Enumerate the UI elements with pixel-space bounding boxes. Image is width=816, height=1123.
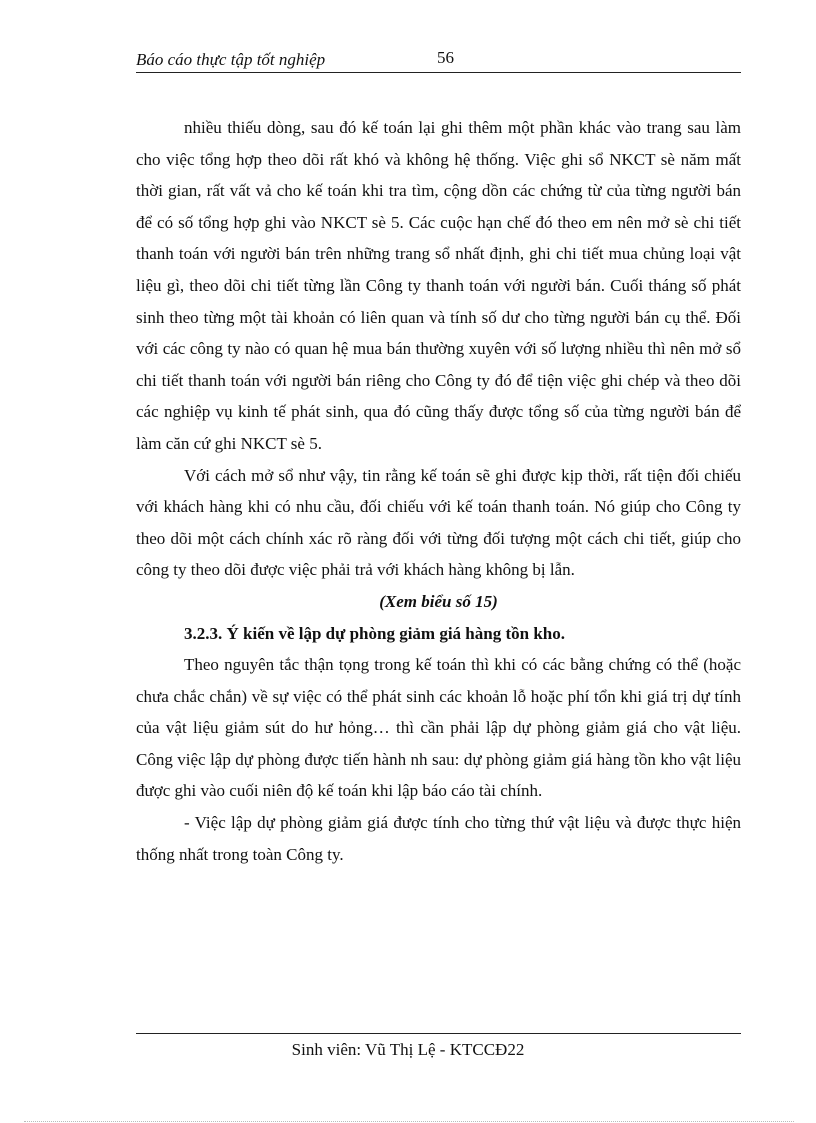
paragraph-1: nhiều thiếu dòng, sau đó kế toán lại ghi thêm một phần khác vào trang sau làm cho việc tổng hợp theo dõi rất khó và không hệ thống. Việc ghi sổ NKCT sè năm mất thời gian, rất vất vả cho kế toán khi tra tìm, cộng dồn các chứng từ của từng người bán để có số tổng hợp ghi vào NKCT sè 5. Các cuộc hạn chế đó theo em nên mở sè chi tiết thanh toán với người bán trên những trang sổ nhất định, ghi chi tiết mua chủng loại vật liệu gì, theo dõi chi tiết từng lần Công ty thanh toán với người bán. Cuối tháng số phát sinh theo từng một tài khoản có liên quan và tính số dư cho từng người bán cụ thể. Đối với các công ty nào có quan hệ mua bán thường xuyên với số lượng nhiều thì nên mở sổ chi tiết thanh toán với người bán riêng cho Công ty đó để tiện việc ghi chép và theo dõi các nghiệp vụ kinh tế phát sinh, qua đó cũng thấy được tổng số của từng người bán để làm căn cứ ghi NKCT sè 5. <box>136 118 741 453</box>
page-header <box>136 48 741 73</box>
report-title: Báo cáo thực tập tốt nghiệp <box>136 50 326 69</box>
footer-student: Sinh viên: Vũ Thị Lệ - KTCCĐ22 <box>291 1040 525 1059</box>
see-form-note: (Xem biểu số 15) <box>379 591 498 611</box>
section-heading: 3.2.3. Ý kiến về lập dự phòng giảm giá hàng tồn kho. <box>184 623 565 643</box>
paragraph-2: Với cách mở sổ như vậy, tin rằng kế toán sẽ ghi được kịp thời, rất tiện đối chiếu với khách hàng khi có nhu cầu, đối chiếu với kế toán thanh toán. Nó giúp cho Công ty theo dõi một cách chính xác rõ ràng đối với từng đối tượng một cách chi tiết, giúp cho công ty theo dõi được việc phải trả với khách hàng không bị lẫn. <box>136 465 741 580</box>
footer-divider <box>136 1033 741 1034</box>
page-number: 56 <box>437 48 454 67</box>
paragraph-4: - Việc lập dự phòng giảm giá được tính cho từng thứ vật liệu và được thực hiện thống nhất trong toàn Công ty. <box>136 813 741 864</box>
page-edge-divider <box>24 1121 794 1122</box>
paragraph-3: Theo nguyên tắc thận tọng trong kế toán thì khi có các bằng chứng có thể (hoặc chưa chắc chắn) về sự việc có thể phát sinh các khoản lỗ hoặc phí tổn khi giá trị dự tính của vật liệu giảm sút do hư hỏng… thì cần phải lập dự phòng giảm giá cho vật liệu. Công việc lập dự phòng được tiến hành nh sau: dự phòng giảm giá hàng tồn kho vật liệu được ghi vào cuối niên độ kế toán khi lập báo cáo tài chính. <box>136 655 741 801</box>
document-body <box>136 112 741 870</box>
